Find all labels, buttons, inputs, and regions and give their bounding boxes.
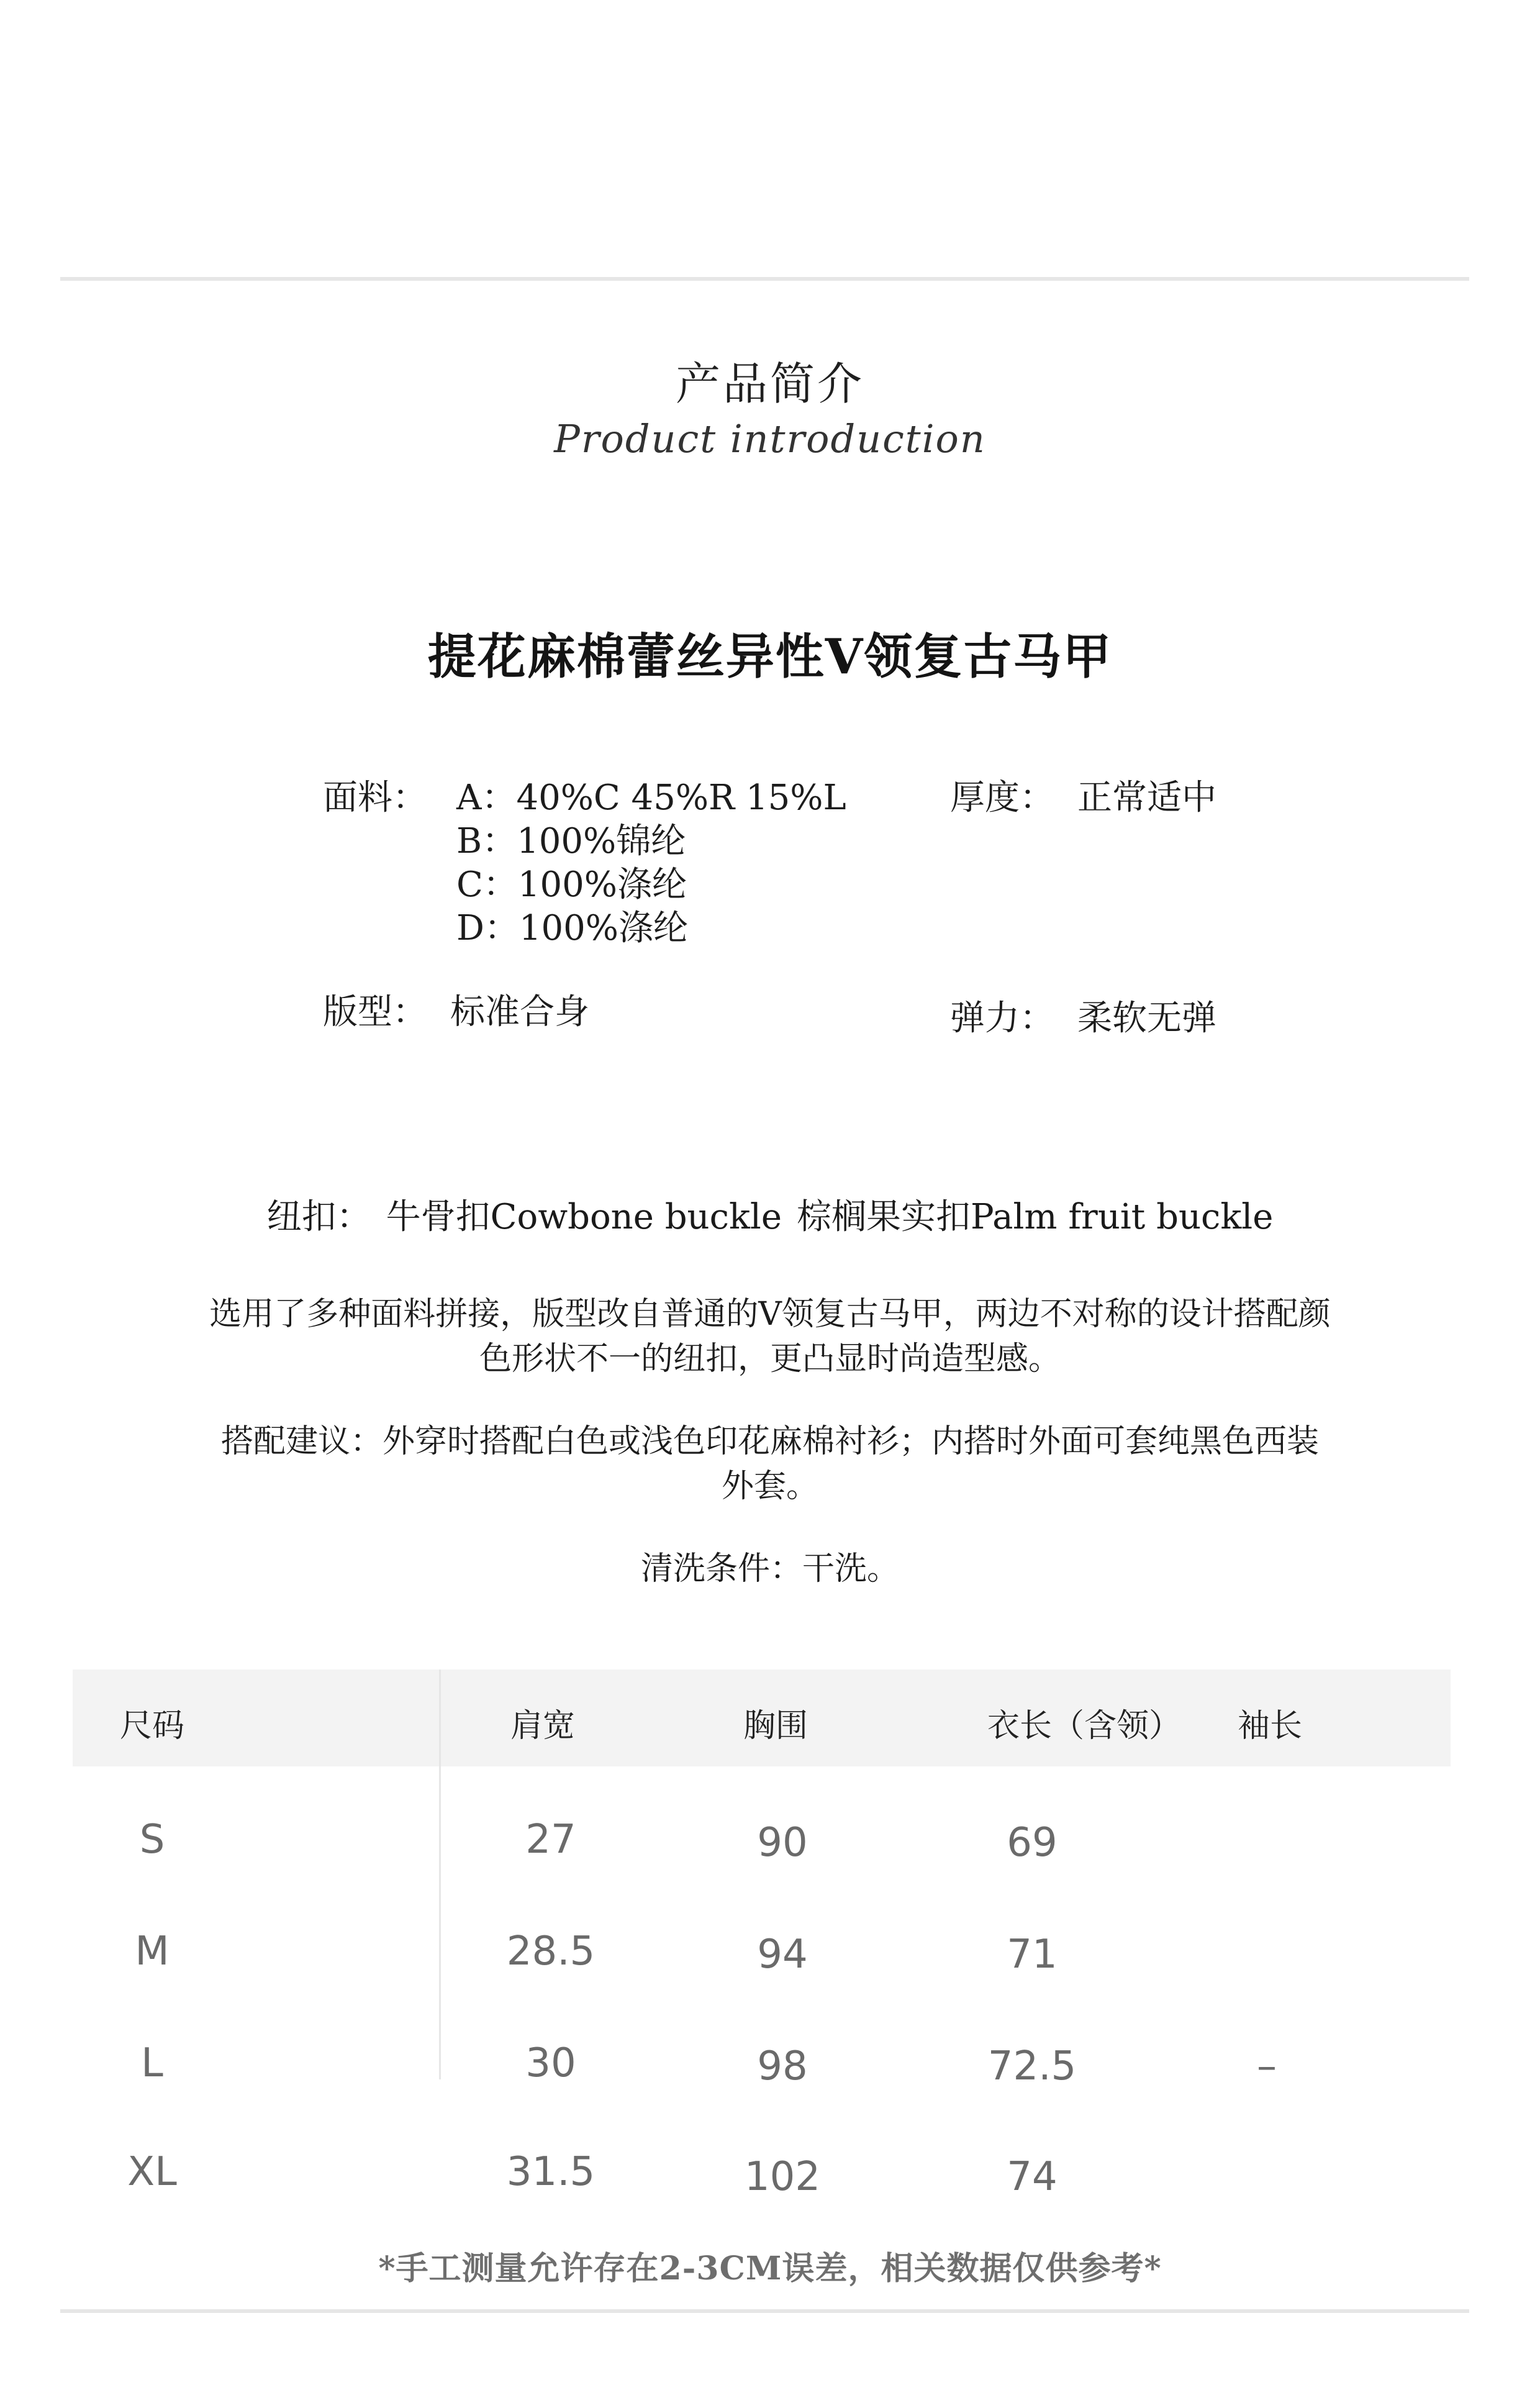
table-cell-chest: 90	[757, 1820, 808, 1866]
table-cell-size: L	[141, 2040, 163, 2086]
table-cell-chest: 102	[744, 2154, 821, 2200]
table-cell-chest: 98	[757, 2043, 808, 2089]
table-cell-shoulder: 28.5	[506, 1928, 596, 1974]
table-cell-chest: 94	[757, 1932, 808, 1978]
buttons-info	[0, 1189, 1540, 1239]
table-cell-shoulder: 30	[525, 2040, 576, 2086]
top-divider	[60, 277, 1469, 281]
header-size: 尺码	[120, 1707, 185, 1745]
table-cell-sleeve: –	[1257, 2043, 1277, 2089]
styling-line: 外套。	[721, 1468, 818, 1505]
header-chest: 胸围	[743, 1707, 808, 1745]
section-script-subtitle: Product introduction	[554, 416, 986, 461]
buttons-label: 纽扣：	[266, 1197, 371, 1237]
button-type-palm: 棕榈果实扣Palm fruit buckle	[796, 1197, 1274, 1237]
fit-label: 版型：	[323, 992, 427, 1032]
styling-line: 搭配建议：外穿时搭配白色或浅色印花麻棉衬衫；内搭时外面可套纯黑色西装	[220, 1423, 1319, 1460]
washing-instructions: 清洗条件：干洗。	[640, 1550, 899, 1588]
table-cell-length: 72.5	[987, 2043, 1077, 2089]
fabric-line-d: D：100%涤纶	[456, 908, 688, 948]
fit-value: 标准合身	[450, 992, 589, 1032]
table-cell-size: M	[135, 1928, 170, 1974]
table-cell-shoulder: 31.5	[506, 2149, 596, 2195]
table-cell-size: XL	[127, 2149, 177, 2195]
product-name: 提花麻棉蕾丝异性V领复古马甲	[427, 629, 1113, 685]
button-type-cowbone: 牛骨扣Cowbone buckle	[386, 1197, 782, 1237]
measurement-note: *手工测量允许存在2-3CM误差，相关数据仅供参考*	[378, 2250, 1162, 2287]
elasticity-label: 弹力：	[950, 998, 1054, 1038]
description-line: 选用了多种面料拼接，版型改自普通的V领复古马甲，两边不对称的设计搭配颜	[209, 1296, 1331, 1333]
header-length: 衣长（含领）	[987, 1707, 1182, 1745]
thickness-label: 厚度：	[950, 778, 1054, 818]
elasticity-value: 柔软无弹	[1077, 998, 1216, 1038]
table-cell-length: 71	[1007, 1932, 1058, 1978]
description-line: 色形状不一的纽扣，更凸显时尚造型感。	[479, 1340, 1061, 1378]
table-cell-length: 69	[1007, 1820, 1058, 1866]
size-table-column-divider	[439, 1670, 441, 2079]
table-cell-shoulder: 27	[525, 1817, 576, 1863]
section-title: 产品简介	[675, 358, 864, 410]
table-cell-length: 74	[1007, 2154, 1058, 2200]
fabric-line-c: C：100%涤纶	[456, 865, 687, 905]
header-sleeve: 袖长	[1238, 1707, 1303, 1745]
fabric-label: 面料：	[323, 778, 427, 818]
table-cell-size: S	[139, 1817, 165, 1863]
fabric-line-b: B：100%锦纶	[456, 821, 686, 861]
description-paragraph	[161, 1292, 1379, 1381]
styling-paragraph	[161, 1419, 1379, 1509]
thickness-value: 正常适中	[1077, 778, 1216, 818]
bottom-divider	[60, 2309, 1469, 2313]
fabric-line-a: A：40%C 45%R 15%L	[456, 778, 846, 818]
header-shoulder: 肩宽	[510, 1707, 576, 1745]
